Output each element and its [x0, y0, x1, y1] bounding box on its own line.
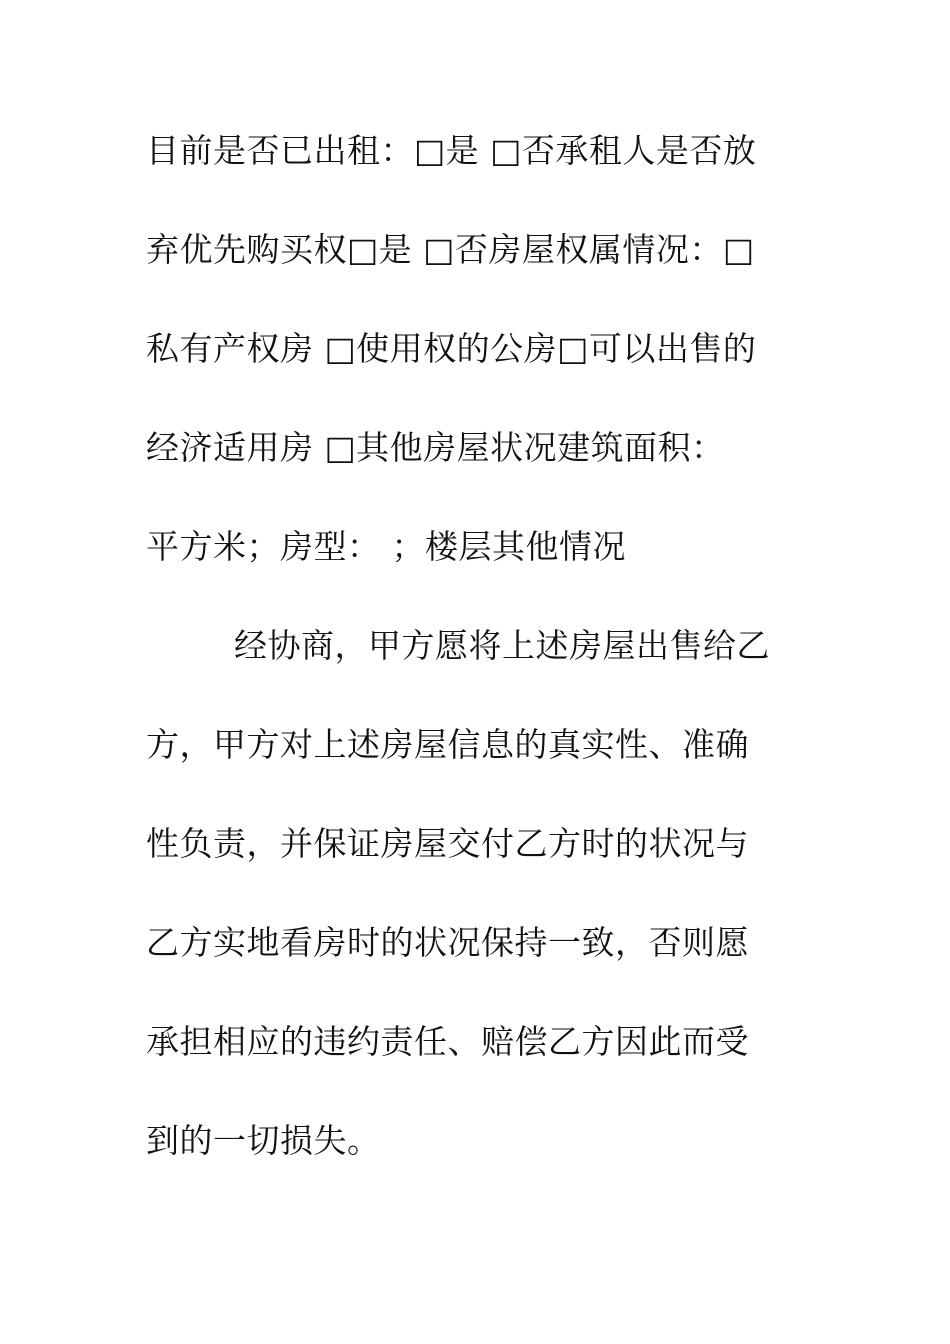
text-line: 性负责，并保证房屋交付乙方时的状况与 [146, 824, 749, 863]
text-line: 平方米；房型： ；楼层其他情况 [146, 527, 626, 566]
text-line: 私有产权房 □使用权的公房□可以出售的 [146, 329, 757, 368]
text-line: 目前是否已出租：□是 □否承租人是否放 [146, 131, 757, 170]
document-body [146, 126, 806, 1215]
text-line: 方，甲方对上述房屋信息的真实性、准确 [146, 725, 749, 764]
text-line: 弃优先购买权□是 □否房屋权属情况：□ [146, 230, 755, 269]
text-line: 到的一切损失。 [146, 1121, 381, 1160]
text-line: 承担相应的违约责任、赔偿乙方因此而受 [146, 1022, 749, 1061]
paragraph-first-line: 经协商，甲方愿将上述房屋出售给乙 [234, 626, 770, 665]
text-line: 乙方实地看房时的状况保持一致，否则愿 [146, 923, 749, 962]
text-line: 经济适用房 □其他房屋状况建筑面积： [146, 428, 725, 467]
